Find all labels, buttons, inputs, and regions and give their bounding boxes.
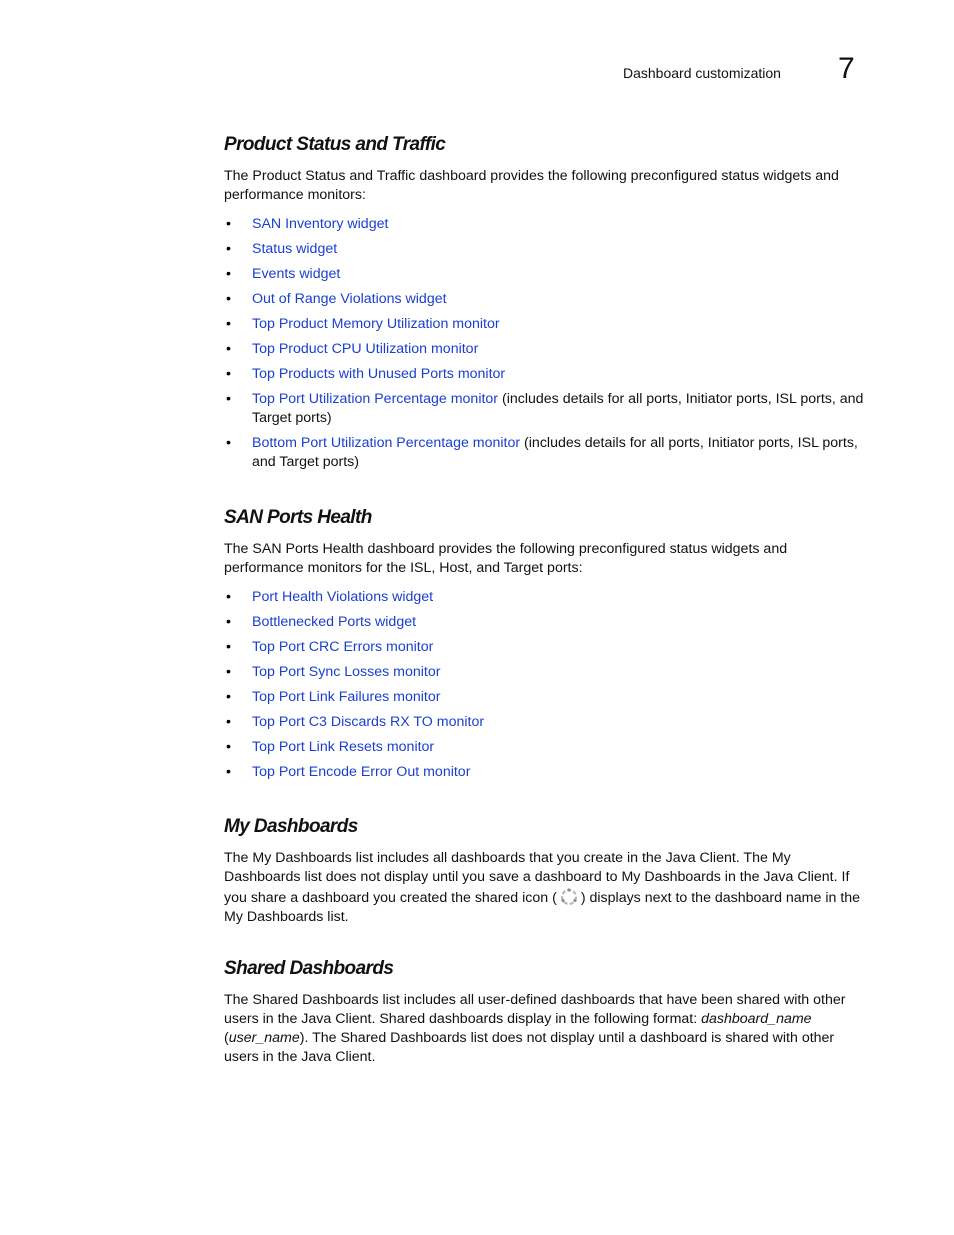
- cross-reference-link[interactable]: SAN Inventory widget: [252, 216, 389, 232]
- bullet-icon: •: [226, 435, 231, 451]
- section-intro: The SAN Ports Health dashboard provides the following preconfigured status widgets and performance monitors for the ISL, Host, and Target ports:: [224, 541, 788, 576]
- list-item: [224, 738, 870, 757]
- list-item: [224, 763, 870, 782]
- bullet-icon: •: [226, 216, 231, 232]
- bullet-icon: •: [226, 241, 231, 257]
- bullet-icon: •: [226, 614, 231, 630]
- cross-reference-link[interactable]: Top Port Link Resets monitor: [252, 739, 435, 755]
- cross-reference-link[interactable]: Top Port Link Failures monitor: [252, 689, 441, 705]
- body-text: The Shared Dashboards list includes all user-defined dashboards that have been shared with other users in the Java Client. Shared dashboards display in the following format:: [224, 992, 846, 1027]
- cross-reference-link[interactable]: Status widget: [252, 241, 338, 257]
- list-item: [224, 638, 870, 657]
- cross-reference-link[interactable]: Top Products with Unused Ports monitor: [252, 366, 506, 382]
- item-note: (includes details for all ports, Initiator ports, ISL ports, and Target ports): [252, 435, 858, 470]
- section-heading: Shared Dashboards: [224, 958, 394, 979]
- bullet-icon: •: [226, 689, 231, 705]
- bullet-icon: •: [226, 391, 231, 407]
- section-body: [224, 991, 870, 1067]
- cross-reference-link[interactable]: Port Health Violations widget: [252, 589, 434, 605]
- cross-reference-link[interactable]: Top Port Utilization Percentage monitor: [252, 391, 499, 407]
- list-item: [224, 290, 870, 309]
- list-item: [224, 434, 870, 472]
- running-header-title: Dashboard customization: [623, 65, 781, 81]
- body-text: (: [224, 1030, 229, 1046]
- list-item: [224, 265, 870, 284]
- list-item: [224, 315, 870, 334]
- list-item: [224, 390, 870, 428]
- cross-reference-link[interactable]: Top Port Sync Losses monitor: [252, 664, 441, 680]
- item-note: (includes details for all ports, Initiator ports, ISL ports, and Target ports): [252, 391, 864, 426]
- bullet-icon: •: [226, 639, 231, 655]
- cross-reference-link[interactable]: Top Port C3 Discards RX TO monitor: [252, 714, 485, 730]
- bullet-icon: •: [226, 714, 231, 730]
- cross-reference-link[interactable]: Events widget: [252, 266, 341, 282]
- bullet-icon: •: [226, 266, 231, 282]
- section-heading: SAN Ports Health: [224, 507, 372, 528]
- section-my-dashboards: [224, 813, 870, 927]
- body-text: The My Dashboards list includes all dashboards that you create in the Java Client. The My Dashboards list does not display until you save a dashboard to My Dashboards in the Java Client. If you share a dashboard you created the shared icon (: [224, 850, 850, 906]
- list-item: [224, 688, 870, 707]
- cross-reference-link[interactable]: Top Product CPU Utilization monitor: [252, 341, 479, 357]
- format-user-name: user_name: [228, 1030, 300, 1046]
- list-item: [224, 240, 870, 259]
- cross-reference-link[interactable]: Bottlenecked Ports widget: [252, 614, 417, 630]
- format-dashboard-name: dashboard_name: [701, 1011, 812, 1027]
- list-item: [224, 663, 870, 682]
- list-item: [224, 215, 870, 234]
- list-item: [224, 365, 870, 384]
- list-item: [224, 713, 870, 732]
- bullet-icon: •: [226, 764, 231, 780]
- list-item: [224, 340, 870, 359]
- list-item: [224, 588, 870, 607]
- bullet-icon: •: [226, 366, 231, 382]
- bullet-icon: •: [226, 589, 231, 605]
- bullet-icon: •: [226, 291, 231, 307]
- cross-reference-link[interactable]: Top Product Memory Utilization monitor: [252, 316, 500, 332]
- section-product-status-traffic: [224, 131, 870, 472]
- page-content: [224, 131, 870, 1067]
- section-shared-dashboards: [224, 955, 870, 1067]
- section-san-ports-health: [224, 504, 870, 782]
- shared-icon: [557, 887, 581, 907]
- bullet-icon: •: [226, 316, 231, 332]
- section-body: [224, 849, 870, 927]
- widget-list: [224, 215, 870, 472]
- chapter-number: 7: [838, 52, 855, 85]
- widget-list: [224, 588, 870, 782]
- cross-reference-link[interactable]: Top Port Encode Error Out monitor: [252, 764, 471, 780]
- body-text: ) displays next to the dashboard name in the My Dashboards list.: [224, 890, 861, 925]
- list-item: [224, 613, 870, 632]
- bullet-icon: •: [226, 664, 231, 680]
- bullet-icon: •: [226, 739, 231, 755]
- section-intro: The Product Status and Traffic dashboard provides the following preconfigured status widgets and performance monitors:: [224, 168, 839, 203]
- cross-reference-link[interactable]: Top Port CRC Errors monitor: [252, 639, 434, 655]
- cross-reference-link[interactable]: Bottom Port Utilization Percentage monitor: [252, 435, 521, 451]
- section-heading: My Dashboards: [224, 816, 358, 837]
- cross-reference-link[interactable]: Out of Range Violations widget: [252, 291, 447, 307]
- body-text: ). The Shared Dashboards list does not display until a dashboard is shared with other users in the Java Client.: [224, 1030, 835, 1065]
- section-heading: Product Status and Traffic: [224, 134, 446, 155]
- bullet-icon: •: [226, 341, 231, 357]
